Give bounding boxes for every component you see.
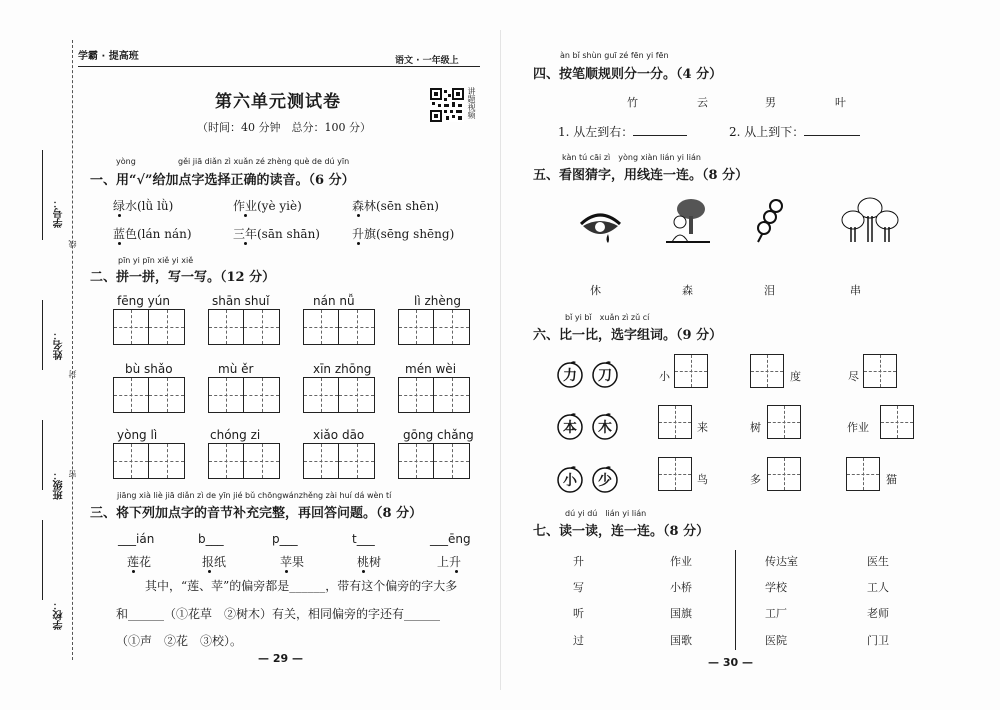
- emphasis-dot: [357, 214, 360, 217]
- sec3-pinyin: jiāng xià liè jiā diǎn zì de yīn jié bǔ chōngwánzhěng zài huí dá wèn tí: [117, 491, 392, 500]
- header-rule-left: [78, 66, 480, 67]
- word-item: 报纸: [202, 555, 227, 569]
- match-verb: 升: [573, 555, 584, 568]
- sec1-item: 三年(sān shān): [233, 227, 320, 241]
- writing-grid[interactable]: [398, 443, 470, 479]
- school-line: [42, 520, 43, 600]
- seal-mark-seal: 封: [68, 370, 77, 378]
- pinyin-word: bù shǎo: [125, 362, 173, 376]
- guess-char: 串: [850, 284, 861, 297]
- word-part: 猫: [886, 473, 897, 486]
- guess-char: 休: [590, 284, 601, 297]
- sec1-pinyin-b: gěi jiā diǎn zì xuǎn zé zhèng què de dú yīn: [178, 157, 350, 166]
- sec1-item: 作业(yè yiè): [233, 199, 302, 213]
- answer-box[interactable]: [750, 354, 784, 388]
- guess-char: 森: [682, 284, 693, 297]
- sec4-question-1: 1. 从左到右：: [558, 123, 687, 140]
- word-part: 树: [750, 421, 761, 434]
- name-line: [42, 300, 43, 370]
- qr-caption: 讲题视频: [467, 87, 476, 119]
- pinyin-word: xiǎo dāo: [313, 428, 365, 442]
- answer-box[interactable]: [767, 457, 801, 491]
- match-person: 门卫: [867, 634, 889, 647]
- sec7-title: 七、读一读，连一连。（8 分）: [533, 524, 710, 539]
- subject-label: 语文 · 一年级上: [395, 56, 459, 66]
- word-part: 度: [790, 370, 801, 383]
- pinyin-word: gōng chǎng: [403, 428, 474, 442]
- sec1-title: 一、用“√”给加点字选择正确的读音。（6 分）: [90, 173, 355, 188]
- word-part: 多: [750, 473, 761, 486]
- match-place: 医院: [765, 634, 787, 647]
- syllable-blank[interactable]: t___: [352, 532, 375, 546]
- writing-grid[interactable]: [398, 309, 470, 345]
- writing-grid[interactable]: [303, 377, 375, 413]
- emphasis-dot: [244, 214, 247, 217]
- pinyin-word: mén wèi: [405, 362, 457, 376]
- writing-grid[interactable]: [303, 309, 375, 345]
- match-person: 工人: [867, 581, 889, 594]
- apple-char: 本: [563, 420, 577, 436]
- column-separator: [735, 550, 736, 650]
- page-subtitle: （时间：40 分钟 总分：100 分）: [197, 121, 371, 134]
- word-part: 鸟: [697, 473, 708, 486]
- seal-line: [72, 40, 73, 660]
- answer-box[interactable]: [863, 354, 897, 388]
- word-item: 上升: [437, 555, 462, 569]
- writing-grid[interactable]: [398, 377, 470, 413]
- word-part: 尽: [848, 370, 859, 383]
- stroke-char: 云: [697, 96, 708, 109]
- pinyin-word: yòng lì: [117, 428, 158, 442]
- student-id-label: 学号：: [54, 198, 65, 228]
- answer-box[interactable]: [767, 405, 801, 439]
- word-item: 苹果: [280, 555, 305, 569]
- apple-char: 力: [563, 368, 577, 384]
- sec3-title: 三、将下列加点字的音节补充完整，再回答问题。（8 分）: [90, 506, 423, 521]
- student-name-label: 姓名：: [54, 330, 65, 360]
- match-person: 医生: [867, 555, 889, 568]
- word-part: 小: [659, 370, 670, 383]
- pinyin-word: chóng zi: [210, 428, 261, 442]
- emphasis-dot: [285, 570, 288, 573]
- person-tree-icon: [662, 196, 714, 244]
- emphasis-dot: [244, 242, 247, 245]
- seal-mark-line: 线: [68, 240, 77, 248]
- sec4-pinyin: àn bǐ shùn guī zé fēn yi fēn: [560, 51, 669, 60]
- emphasis-dot: [132, 570, 135, 573]
- writing-grid[interactable]: [303, 443, 375, 479]
- writing-grid[interactable]: [113, 377, 185, 413]
- match-verb: 过: [573, 634, 584, 647]
- sec5-title: 五、看图猜字，用线连一连。（8 分）: [533, 168, 749, 183]
- word-part: 作业: [847, 421, 869, 434]
- sec2-title: 二、拼一拼，写一写。（12 分）: [90, 270, 276, 285]
- answer-box[interactable]: [846, 457, 880, 491]
- eye-tear-icon: [578, 208, 624, 248]
- sec4-title: 四、按笔顺规则分一分。（4 分）: [533, 67, 723, 82]
- pinyin-word: fēng yún: [117, 294, 170, 308]
- word-part: 来: [697, 421, 708, 434]
- page-number-left: — 29 —: [258, 652, 303, 665]
- syllable-blank[interactable]: p___: [272, 532, 298, 546]
- apple-char: 刀: [598, 368, 612, 384]
- emphasis-dot: [455, 570, 458, 573]
- sec7-pinyin: dú yi dú lián yi lián: [565, 509, 647, 518]
- sec4-question-2: 2. 从上到下：: [729, 123, 860, 140]
- apple-char: 小: [563, 473, 577, 489]
- sec1-item: 升旗(sēng shēng): [352, 227, 455, 241]
- writing-grid[interactable]: [208, 377, 280, 413]
- match-person: 老师: [867, 607, 889, 620]
- match-noun: 国旗: [670, 607, 692, 620]
- emphasis-dot: [118, 242, 121, 245]
- pinyin-word: shān shuǐ: [212, 294, 270, 308]
- page-title: 第六单元测试卷: [215, 92, 341, 112]
- skewer-icon: [754, 196, 784, 244]
- stroke-char: 叶: [835, 96, 846, 109]
- brand-logo: 学霸 · 提高班: [78, 51, 139, 62]
- sec6-pinyin: bǐ yi bǐ xuǎn zì zǔ cí: [565, 313, 650, 322]
- guess-char: 泪: [764, 284, 775, 297]
- pinyin-word: nán nǚ: [313, 294, 355, 308]
- match-place: 工厂: [765, 607, 787, 620]
- syllable-blank[interactable]: ___ēng: [430, 532, 471, 546]
- pinyin-word: lì zhèng: [414, 294, 461, 308]
- match-noun: 小桥: [670, 581, 692, 594]
- sec6-title: 六、比一比，选字组词。（9 分）: [533, 328, 723, 343]
- qr-code-icon[interactable]: [430, 88, 464, 122]
- sec5-pinyin: kàn tú cāi zì yòng xiàn lián yi lián: [562, 153, 701, 162]
- forest-icon: [840, 194, 900, 244]
- sec1-item: 绿水(lǜ lǜ): [113, 199, 174, 213]
- sec1-item: 森林(sēn shēn): [352, 199, 439, 213]
- school-label: 学校：: [54, 600, 65, 630]
- pinyin-word: mù ěr: [218, 362, 254, 376]
- binding-margin: [0, 0, 78, 710]
- syllable-blank[interactable]: b___: [198, 532, 224, 546]
- match-place: 传达室: [765, 555, 798, 568]
- page-fold: [500, 30, 501, 690]
- apple-char: 木: [598, 420, 612, 436]
- writing-grid[interactable]: [208, 443, 280, 479]
- answer-box[interactable]: [658, 405, 692, 439]
- stroke-char: 男: [765, 96, 776, 109]
- emphasis-dot: [362, 570, 365, 573]
- writing-grid[interactable]: [113, 309, 185, 345]
- sec3-question-line3: （①声 ②花 ③校）。: [116, 634, 243, 648]
- answer-box[interactable]: [674, 354, 708, 388]
- match-noun: 作业: [670, 555, 692, 568]
- match-verb: 听: [573, 607, 584, 620]
- word-item: 桃树: [357, 555, 382, 569]
- pinyin-word: xīn zhōng: [313, 362, 372, 376]
- stroke-char: 竹: [627, 96, 638, 109]
- page-number-right: — 30 —: [708, 656, 753, 669]
- emphasis-dot: [208, 570, 211, 573]
- answer-box[interactable]: [880, 405, 914, 439]
- sec1-pinyin-a: yòng: [116, 157, 136, 166]
- answer-box[interactable]: [658, 457, 692, 491]
- sec3-question-line2: 和______（①花草 ②树木）有关，相同偏旁的字还有______: [116, 607, 441, 621]
- syllable-blank[interactable]: ___ián: [118, 532, 155, 546]
- match-noun: 国歌: [670, 634, 692, 647]
- match-verb: 写: [573, 581, 584, 594]
- apple-char: 少: [598, 473, 612, 489]
- match-place: 学校: [765, 581, 787, 594]
- emphasis-dot: [118, 214, 121, 217]
- class-line: [42, 420, 43, 490]
- word-item: 莲花: [127, 555, 152, 569]
- emphasis-dot: [357, 242, 360, 245]
- writing-grid[interactable]: [113, 443, 185, 479]
- seal-mark-closed: 密: [68, 470, 77, 478]
- sec2-pinyin: pīn yi pīn xiě yi xiě: [118, 256, 194, 265]
- id-line: [42, 150, 43, 240]
- writing-grid[interactable]: [208, 309, 280, 345]
- class-label: 班级：: [54, 470, 65, 500]
- sec1-item: 蓝色(lán nán): [113, 227, 192, 241]
- sec3-question-line1: 其中，“莲、苹”的偏旁都是______，带有这个偏旁的字大多: [145, 579, 458, 593]
